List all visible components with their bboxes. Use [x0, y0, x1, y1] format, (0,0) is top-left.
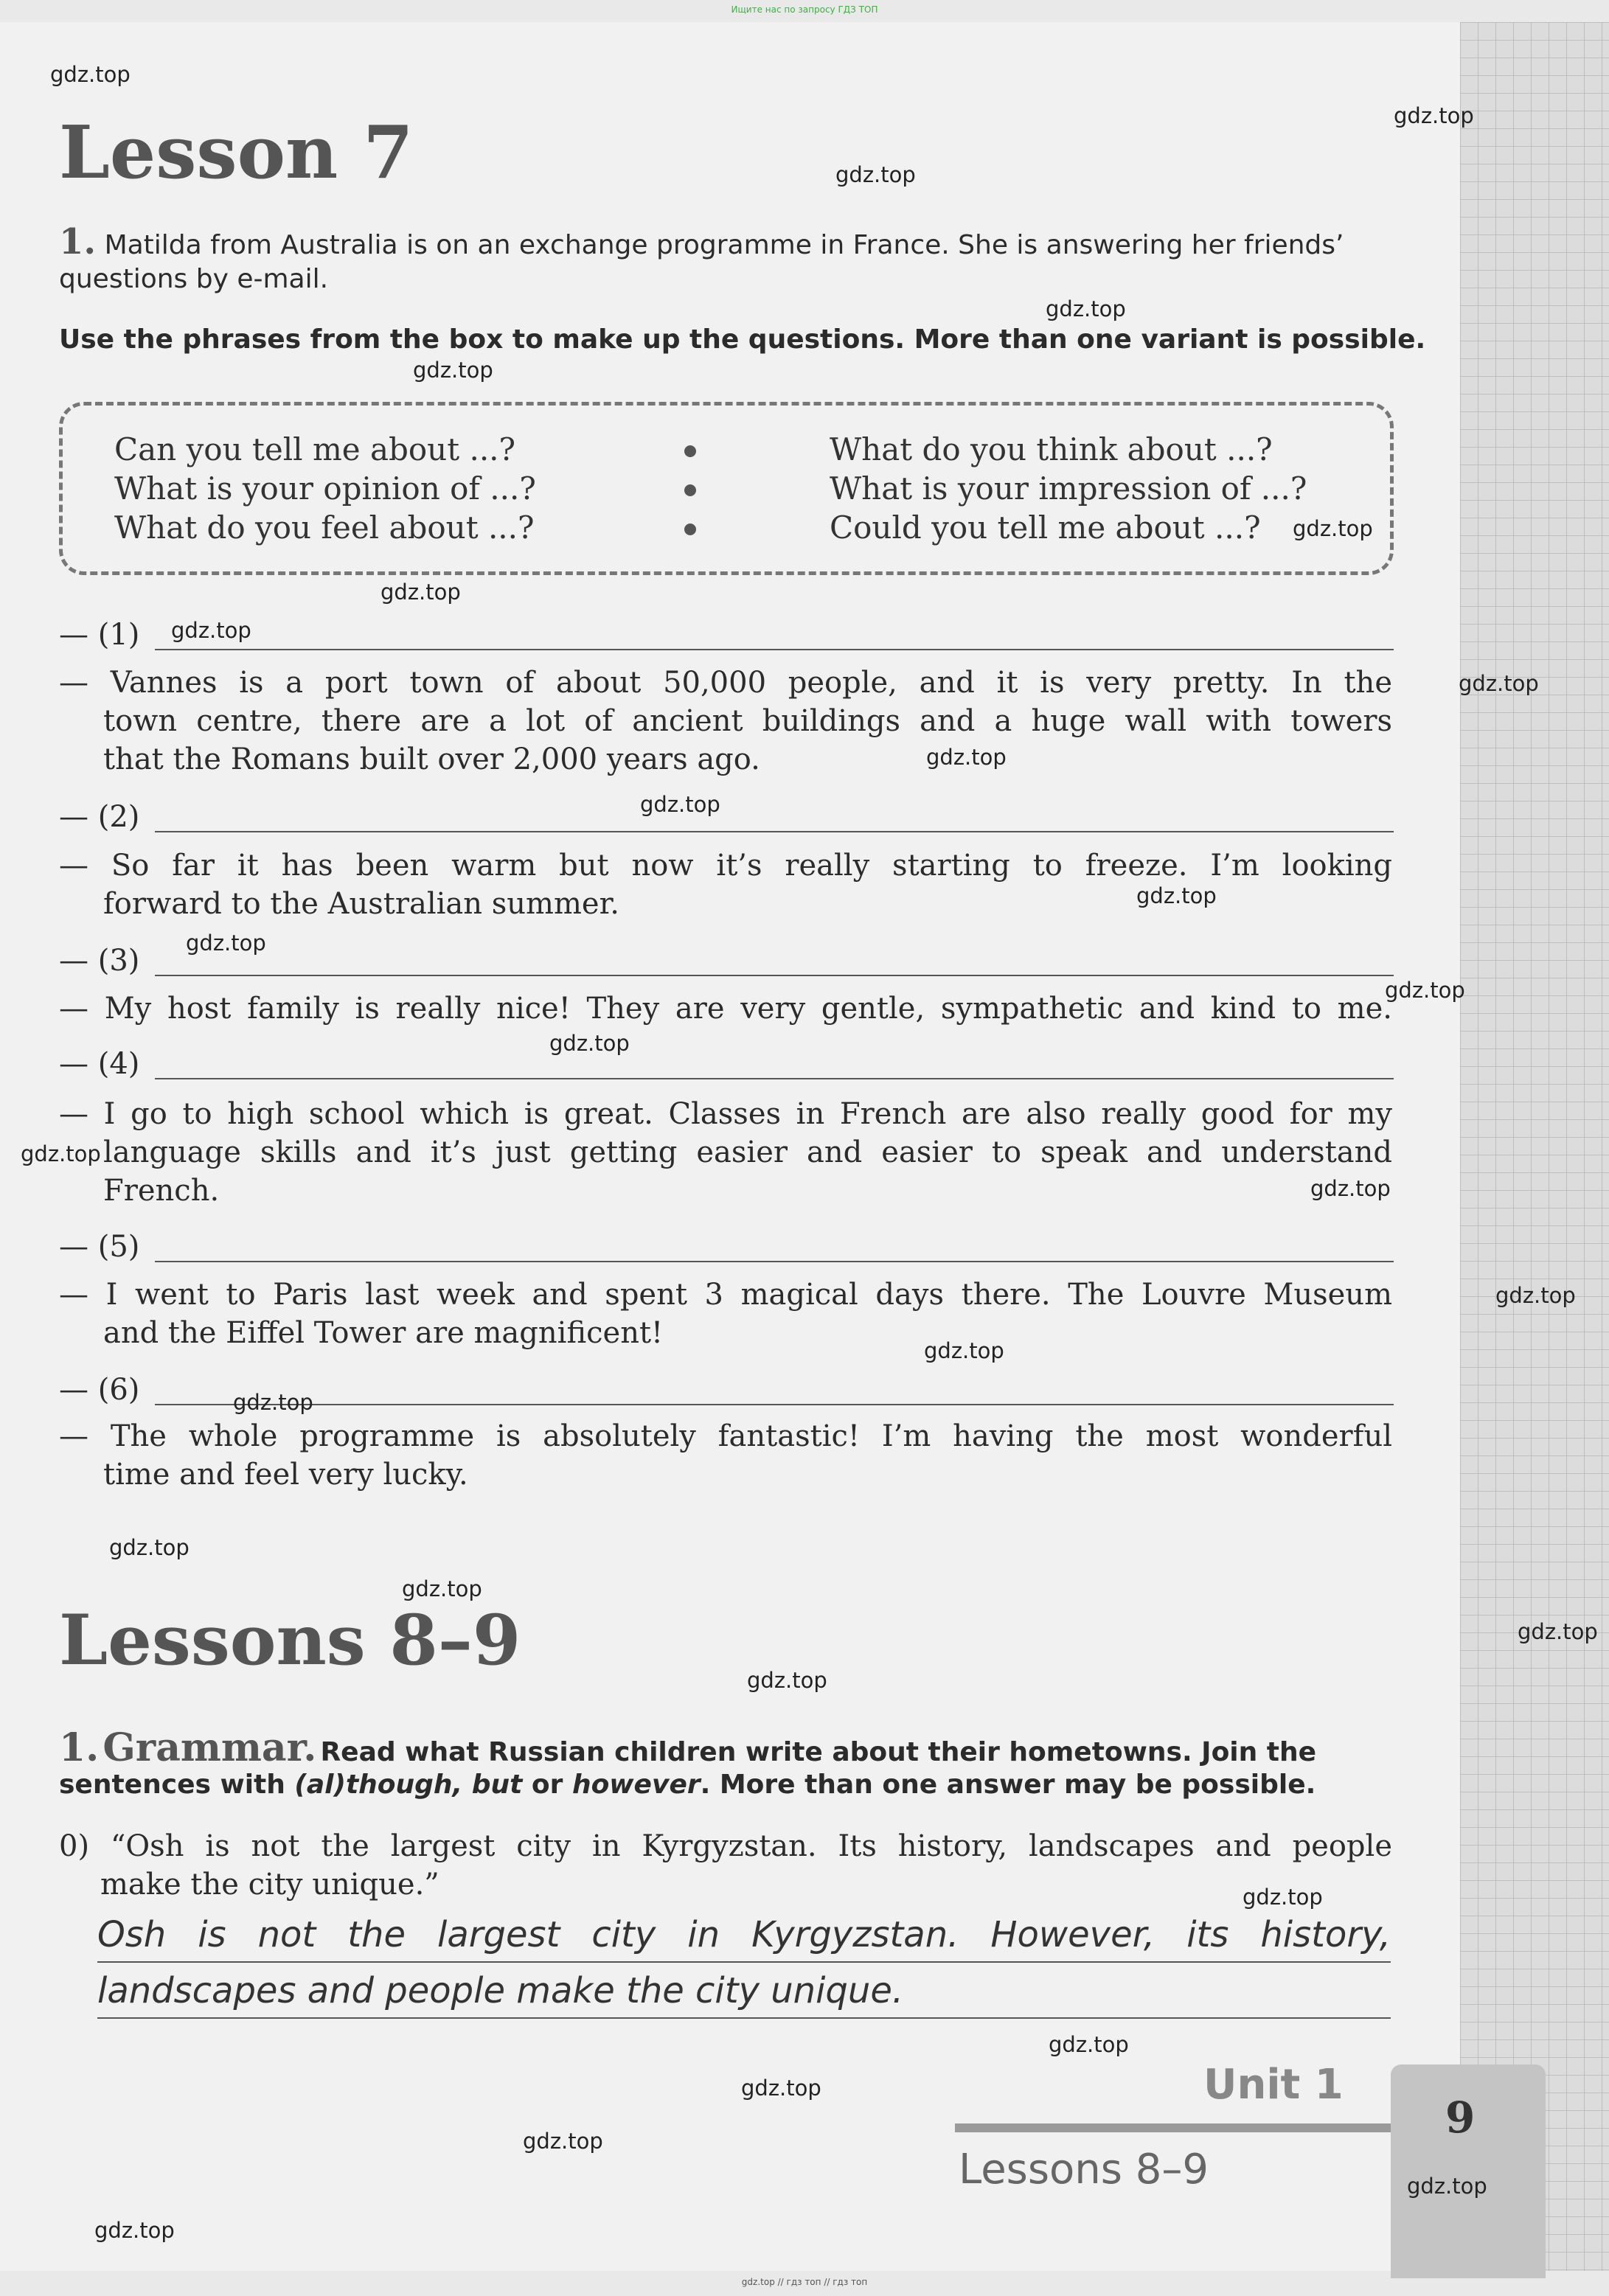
footer-lessons: Lessons 8–9: [959, 2146, 1209, 2194]
bullet-icon: [684, 523, 696, 535]
example-0-answer-line2: landscapes and people make the city unique.: [97, 1970, 904, 2011]
watermark: gdz.top: [94, 2218, 175, 2243]
watermark: gdz.top: [1394, 103, 1474, 128]
answer-line-1[interactable]: [155, 649, 1394, 650]
question-2-label: — (2): [59, 800, 140, 834]
watermark: gdz.top: [1049, 2032, 1129, 2057]
answer-2: — So far it has been warm but now it’s really starting to freeze. I’m looking forward to the Australian summer.: [59, 849, 1392, 921]
bullet-icon: [684, 445, 696, 457]
question-4-label: — (4): [59, 1047, 140, 1081]
box-phrase-1: Can you tell me about ...?: [114, 431, 516, 467]
example-0-answer-line1: Osh is not the largest city in Kyrgyzstan. However, its history,: [97, 1914, 1391, 1955]
task-text-line2: sentences with (al)though, but or however. More than one answer may be possible.: [59, 1770, 1316, 1800]
page-number: 9: [1445, 2093, 1476, 2143]
watermark: gdz.top: [549, 1031, 630, 1056]
watermark: gdz.top: [171, 618, 251, 643]
top-note: Ищите нас по запросу ГДЗ ТОП: [731, 4, 878, 15]
footer-bar: [955, 2123, 1397, 2132]
watermark: gdz.top: [1243, 1885, 1323, 1910]
watermark: gdz.top: [1046, 296, 1126, 321]
lessons-8-9-task: [59, 1725, 1394, 1770]
answer-5: — I went to Paris last week and spent 3 magical days there. The Louvre Museum and the Eiffel Tower are magnificent!: [59, 1278, 1392, 1350]
question-6-label: — (6): [59, 1373, 140, 1407]
bottom-note: gdz.top // гдз топ // гдз топ: [741, 2277, 868, 2287]
watermark: gdz.top: [1310, 1176, 1391, 1201]
question-1-label: — (1): [59, 618, 140, 652]
watermark: gdz.top: [50, 62, 131, 87]
box-phrase-3: What do you feel about ...?: [114, 509, 535, 546]
watermark: gdz.top: [109, 1535, 190, 1560]
watermark: gdz.top: [1495, 1283, 1576, 1308]
task-text-line1: Matilda from Australia is on an exchange programme in France. She is answering her friends’: [104, 230, 1344, 260]
watermark: gdz.top: [1136, 883, 1217, 908]
watermark: gdz.top: [413, 358, 493, 383]
lesson-7-task: [59, 221, 1394, 296]
watermark: gdz.top: [747, 1668, 827, 1693]
watermark: gdz.top: [640, 792, 720, 817]
watermark: gdz.top: [402, 1576, 482, 1601]
watermark: gdz.top: [21, 1141, 101, 1166]
answer-line-6[interactable]: [155, 1404, 1394, 1405]
watermark: gdz.top: [523, 2129, 603, 2154]
answer-line-2[interactable]: [155, 831, 1394, 832]
watermark: gdz.top: [1293, 516, 1373, 541]
box-phrase-2: What is your opinion of ...?: [114, 470, 536, 507]
watermark: gdz.top: [835, 162, 916, 187]
watermark: gdz.top: [1407, 2174, 1487, 2199]
lesson-7-instruction: Use the phrases from the box to make up the questions. More than one variant is possible.: [59, 324, 1426, 355]
answer-line-4[interactable]: [155, 1078, 1394, 1079]
watermark: gdz.top: [1518, 1619, 1598, 1644]
question-3-label: — (3): [59, 944, 140, 978]
watermark: gdz.top: [926, 745, 1007, 770]
watermark: gdz.top: [233, 1390, 313, 1415]
task-number: 1.: [59, 221, 97, 262]
box-phrase-5: What is your impression of ...?: [830, 470, 1307, 507]
answer-line-ex0-1: [97, 1961, 1391, 1963]
answer-line-ex0-2: [97, 2017, 1391, 2019]
watermark: gdz.top: [1459, 671, 1539, 696]
grid-margin: [1460, 22, 1609, 2271]
task-heading: Grammar.: [102, 1725, 317, 1770]
task-number: 1.: [59, 1725, 100, 1770]
lesson-7-title: Lesson 7: [59, 111, 414, 195]
bullet-icon: [684, 484, 696, 496]
task-text-line2: questions by e-mail.: [59, 264, 329, 294]
watermark: gdz.top: [186, 930, 266, 956]
lessons-8-9-title: Lessons 8–9: [59, 1600, 521, 1681]
question-5-label: — (5): [59, 1230, 140, 1264]
answer-line-3[interactable]: [155, 975, 1394, 976]
answer-6: — The whole programme is absolutely fantastic! I’m having the most wonderful time and feel very lucky.: [59, 1419, 1392, 1492]
watermark: gdz.top: [741, 2076, 821, 2101]
watermark: gdz.top: [924, 1338, 1004, 1363]
task-text-line1: Read what Russian children write about their hometowns. Join the: [320, 1737, 1317, 1767]
answer-line-5[interactable]: [155, 1261, 1394, 1262]
watermark: gdz.top: [1385, 978, 1465, 1003]
answer-1: — Vannes is a port town of about 50,000 people, and it is very pretty. In the town centre, there are a lot of ancient buildings and a huge wall with towers that the Romans built over 2,000 years ago.: [59, 666, 1392, 776]
answer-3: — My host family is really nice! They are very gentle, sympathetic and kind to me.: [59, 992, 1392, 1026]
watermark: gdz.top: [380, 580, 461, 605]
box-phrase-4: What do you think about ...?: [830, 431, 1273, 467]
answer-4: — I go to high school which is great. Classes in French are also really good for my language skills and it’s just getting easier and easier to speak and understand French.: [59, 1097, 1392, 1208]
box-phrase-6: Could you tell me about ...?: [830, 509, 1261, 546]
footer-unit: Unit 1: [1203, 2061, 1344, 2109]
example-0: 0) “Osh is not the largest city in Kyrgyzstan. Its history, landscapes and people make the city unique.”: [59, 1829, 1392, 1902]
